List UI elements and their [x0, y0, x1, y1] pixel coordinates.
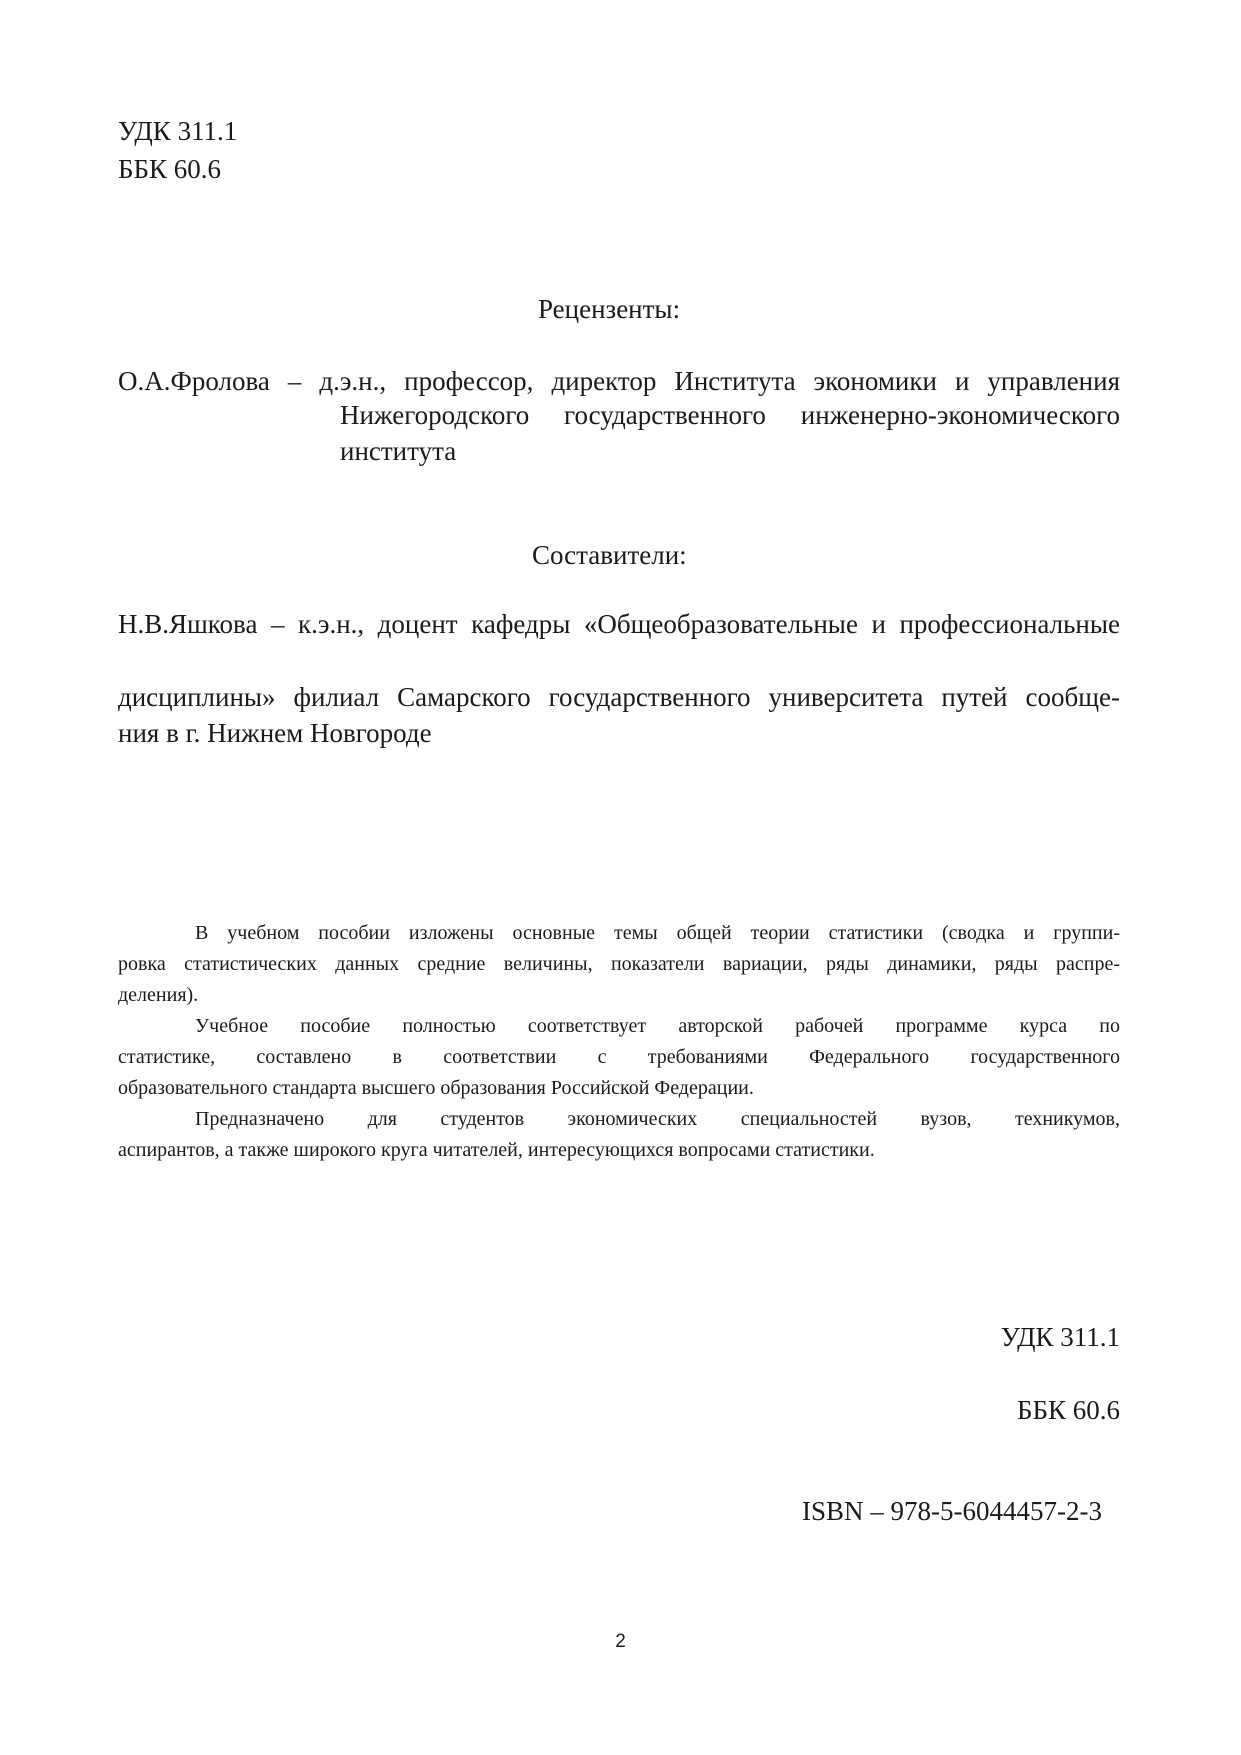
reviewer-line-3: института [340, 436, 457, 466]
page-number: 2 [615, 1631, 626, 1652]
compiler-line-1: Н.В.Яшкова – к.э.н., доцент кафедры «Общеобразовательные и профессиональные [118, 609, 1120, 639]
isbn: ISBN – 978-5-6044457-2-3 [802, 1496, 1102, 1526]
annotation-p2-line2: статистике, составлено в соответствии с требованиями Федерального государственного [118, 1046, 1120, 1068]
annotation-p2-line1: Учебное пособие полностью соответствует авторской рабочей программе курса по [195, 1015, 1120, 1037]
reviewer-line-2: Нижегородского государственного инженерно-экономического [340, 400, 1120, 430]
compiler-line-2: дисциплины» филиал Самарского государственного университета путей сообще- [118, 682, 1120, 712]
reviewers-heading: Рецензенты: [538, 294, 681, 324]
top-classification-codes [118, 112, 237, 188]
footer-bbk-code: ББК 60.6 [1016, 1395, 1120, 1425]
bbk-code: ББК 60.6 [118, 154, 222, 184]
compilers-heading: Составители: [532, 540, 687, 570]
reviewer-line-1: О.А.Фролова – д.э.н., профессор, директор Института экономики и управления [118, 366, 1120, 396]
annotation-p1-line3: деления). [118, 984, 199, 1006]
udk-code: УДК 311.1 [118, 116, 238, 146]
annotation-p2-line3: образовательного стандарта высшего образования Российской Федерации. [118, 1077, 754, 1099]
footer-udk-code: УДК 311.1 [1000, 1322, 1120, 1352]
compiler-line-3: ния в г. Нижнем Новгороде [118, 718, 432, 748]
annotation-p1-line2: ровка статистических данных средние величины, показатели вариации, ряды динамики, ряды распре- [118, 953, 1120, 975]
annotation-p1-line1: В учебном пособии изложены основные темы общей теории статистики (сводка и группи- [195, 922, 1120, 944]
annotation-p3-line1: Предназначено для студентов экономических специальностей вузов, техникумов, [195, 1108, 1120, 1130]
annotation-p3-line2: аспирантов, а также широкого круга читателей, интересующихся вопросами статистики. [118, 1139, 875, 1161]
